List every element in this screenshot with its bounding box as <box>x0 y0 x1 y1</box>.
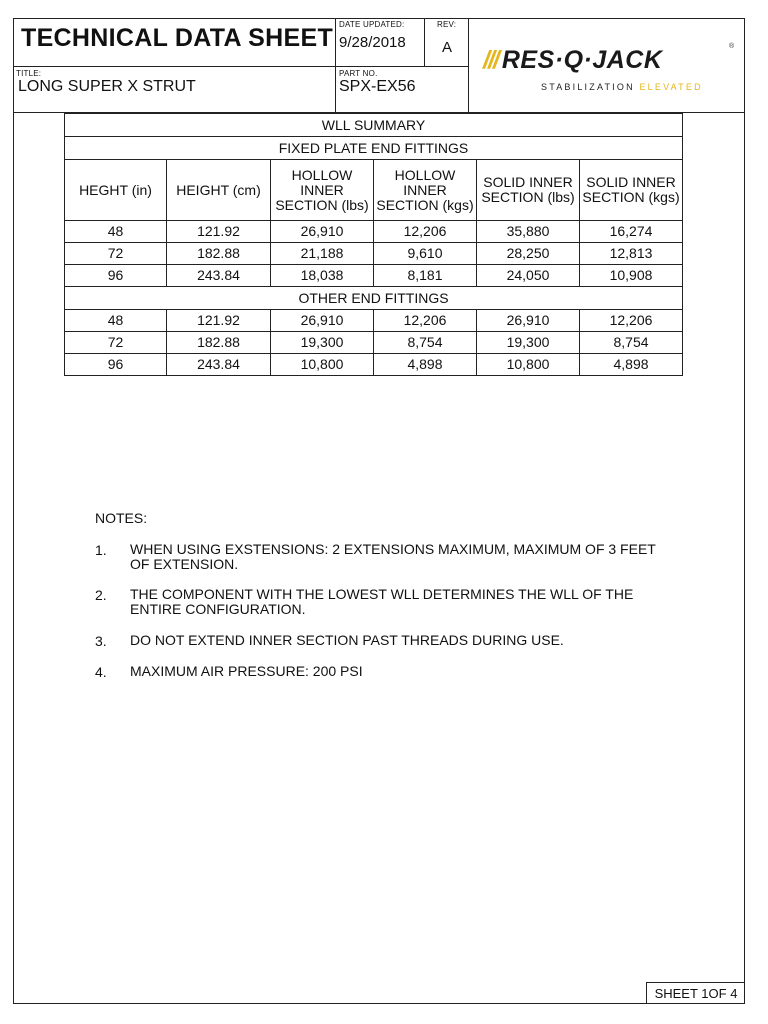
note-text: MAXIMUM AIR PRESSURE: 200 PSI <box>130 663 363 679</box>
wll-summary-table <box>64 113 683 376</box>
table-cell: 72 <box>65 332 167 354</box>
table-cell: 16,274 <box>580 221 683 243</box>
table-cell: 26,910 <box>271 310 374 332</box>
table-cell: 21,188 <box>271 243 374 265</box>
company-logo <box>483 43 735 100</box>
table-cell: 26,910 <box>477 310 580 332</box>
title-cell <box>13 67 336 113</box>
note-number: 4. <box>95 664 107 680</box>
table-cell: 96 <box>65 265 167 287</box>
rev-value: A <box>441 39 452 56</box>
logo-tagline <box>541 82 703 92</box>
column-header: HEIGHT (cm) <box>167 160 271 221</box>
table-cell: 4,898 <box>580 354 683 376</box>
table-cell: 243.84 <box>167 354 271 376</box>
rev-cell <box>425 18 469 67</box>
tagline-accent: ELEVATED <box>639 82 703 92</box>
note-number: 3. <box>95 633 107 649</box>
logo-brand: RES·Q·JACK <box>501 46 663 74</box>
title-value: LONG SUPER X STRUT <box>18 78 196 95</box>
date-cell <box>336 18 425 67</box>
title-block <box>13 18 745 113</box>
note-text: THE COMPONENT WITH THE LOWEST WLL DETERMINES THE WLL OF THE ENTIRE CONFIGURATION. <box>130 586 634 617</box>
table-cell: 19,300 <box>477 332 580 354</box>
doc-type: TECHNICAL DATA SHEET <box>21 24 334 52</box>
table-cell: 12,206 <box>374 310 477 332</box>
sheet-number: SHEET 1OF 4 <box>646 982 745 1004</box>
table-title: WLL SUMMARY <box>65 114 683 137</box>
title-label: TITLE: <box>16 69 42 78</box>
table-cell: 18,038 <box>271 265 374 287</box>
section-row-fixed <box>65 137 683 160</box>
table-row <box>65 265 683 287</box>
tagline-main: STABILIZATION <box>541 82 635 92</box>
logo-bars: /// <box>483 46 498 74</box>
section-fixed: FIXED PLATE END FITTINGS <box>65 137 683 160</box>
table-title-row <box>65 114 683 137</box>
table-row <box>65 310 683 332</box>
registered-mark: ® <box>729 43 735 50</box>
table-cell: 35,880 <box>477 221 580 243</box>
date-label: DATE UPDATED: <box>339 20 405 29</box>
table-row <box>65 243 683 265</box>
table-row <box>65 332 683 354</box>
column-header-row <box>65 160 683 221</box>
table-cell: 72 <box>65 243 167 265</box>
table-cell: 182.88 <box>167 332 271 354</box>
notes-title: NOTES: <box>95 510 148 526</box>
column-header: HEGHT (in) <box>65 160 167 221</box>
table-cell: 12,206 <box>580 310 683 332</box>
table-cell: 28,250 <box>477 243 580 265</box>
logo-cell <box>469 18 745 113</box>
table-cell: 48 <box>65 221 167 243</box>
column-header: SOLID INNER SECTION (lbs) <box>477 160 580 221</box>
part-value: SPX-EX56 <box>339 78 416 95</box>
table-cell: 4,898 <box>374 354 477 376</box>
section-row-other <box>65 287 683 310</box>
table-cell: 182.88 <box>167 243 271 265</box>
table-cell: 243.84 <box>167 265 271 287</box>
logo-wordmark <box>483 46 662 75</box>
part-label: PART NO. <box>339 69 378 78</box>
table-cell: 8,754 <box>580 332 683 354</box>
table-cell: 19,300 <box>271 332 374 354</box>
column-header: SOLID INNER SECTION (kgs) <box>580 160 683 221</box>
note-number: 1. <box>95 542 107 558</box>
table-cell: 10,800 <box>271 354 374 376</box>
part-cell <box>336 67 469 113</box>
table-cell: 12,813 <box>580 243 683 265</box>
table-cell: 10,908 <box>580 265 683 287</box>
note-text: WHEN USING EXSTENSIONS: 2 EXTENSIONS MAXIMUM, MAXIMUM OF 3 FEET OF EXTENSION. <box>130 541 656 572</box>
table-cell: 24,050 <box>477 265 580 287</box>
column-header: HOLLOW INNER SECTION (lbs) <box>271 160 374 221</box>
date-value: 9/28/2018 <box>339 34 406 51</box>
table-cell: 121.92 <box>167 221 271 243</box>
column-header: HOLLOW INNER SECTION (kgs) <box>374 160 477 221</box>
table-cell: 26,910 <box>271 221 374 243</box>
doc-type-cell <box>13 18 336 67</box>
note-number: 2. <box>95 587 107 603</box>
table-cell: 96 <box>65 354 167 376</box>
table-cell: 8,754 <box>374 332 477 354</box>
table-row <box>65 221 683 243</box>
table-cell: 8,181 <box>374 265 477 287</box>
table-cell: 9,610 <box>374 243 477 265</box>
table-cell: 10,800 <box>477 354 580 376</box>
rev-label: REV: <box>437 20 457 29</box>
note-text: DO NOT EXTEND INNER SECTION PAST THREADS DURING USE. <box>130 632 564 648</box>
table-cell: 48 <box>65 310 167 332</box>
table-row <box>65 354 683 376</box>
table-cell: 121.92 <box>167 310 271 332</box>
table-cell: 12,206 <box>374 221 477 243</box>
section-other: OTHER END FITTINGS <box>65 287 683 310</box>
